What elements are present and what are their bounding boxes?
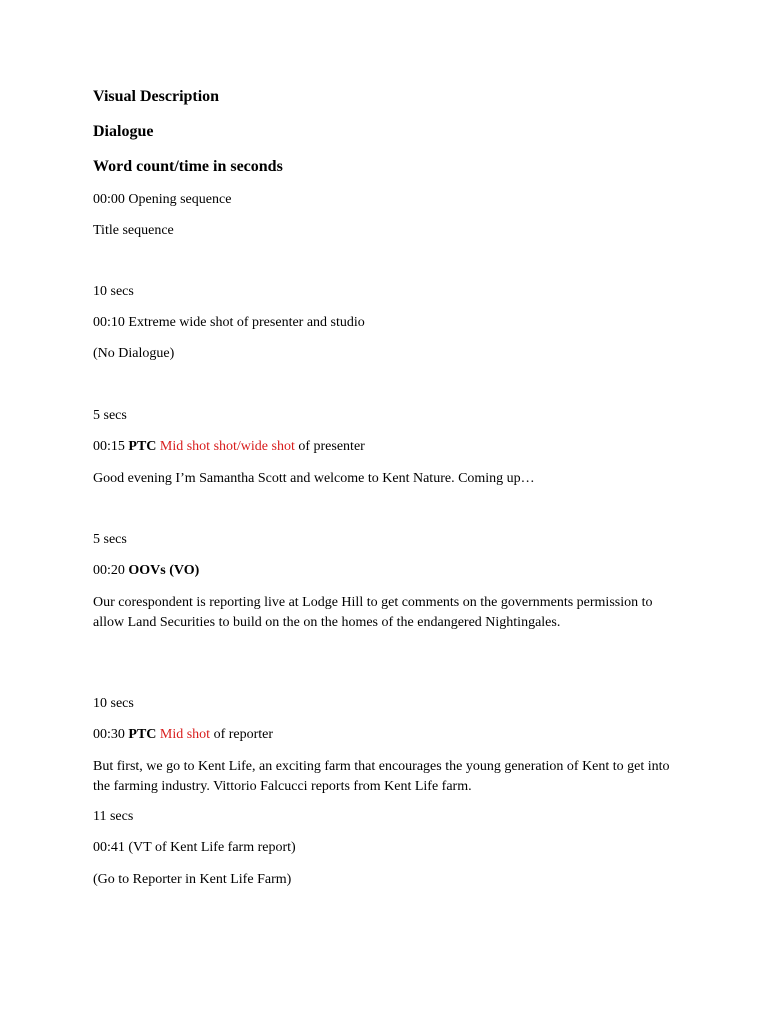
entry-3-ptc: PTC [128, 439, 157, 454]
entry-1-duration: 10 secs [93, 284, 134, 299]
entry-3-timecode: 00:15 [93, 439, 129, 454]
entry-1-time: 00:00 Opening sequence [93, 192, 232, 207]
entry-3-subject: of presenter [294, 439, 365, 454]
entry-6-time: 00:41 (VT of Kent Life farm report) [93, 840, 296, 855]
entry-3-dialogue: Good evening I’m Samantha Scott and welcome to Kent Nature. Coming up… [93, 471, 535, 486]
entry-5-ptc: PTC [128, 727, 157, 742]
entry-2-duration: 5 secs [93, 408, 127, 423]
entry-2-dialogue: (No Dialogue) [93, 346, 175, 361]
heading-dialogue: Dialogue [93, 123, 154, 140]
entry-2-time: 00:10 Extreme wide shot of presenter and studio [93, 315, 365, 330]
entry-5-timecode: 00:30 [93, 727, 129, 742]
entry-3-duration: 5 secs [93, 532, 127, 547]
entry-5-shot-type: Mid shot [159, 727, 211, 742]
entry-5-duration: 11 secs [93, 809, 134, 824]
entry-4-timecode: 00:20 [93, 563, 129, 578]
heading-word-count: Word count/time in seconds [93, 158, 283, 175]
entry-1-dialogue: Title sequence [93, 223, 174, 238]
entry-4-label: OOVs (VO) [128, 563, 200, 578]
entry-5-dialogue: But first, we go to Kent Life, an exciting farm that encourages the young generation of Kent to get into the farming industry. Vittorio Falcucci reports from Kent Life farm. [93, 759, 670, 794]
entry-3-shot-type: Mid shot shot/wide shot [159, 439, 295, 454]
heading-visual-description: Visual Description [93, 88, 220, 105]
entry-4-duration: 10 secs [93, 696, 134, 711]
entry-3-visual [93, 437, 365, 457]
entry-4-visual [93, 561, 199, 581]
entry-6-dialogue: (Go to Reporter in Kent Life Farm) [93, 872, 292, 887]
entry-5-subject: of reporter [210, 727, 274, 742]
entry-4-dialogue: Our corespondent is reporting live at Lodge Hill to get comments on the governments permission to allow Land Securities to build on the on the homes of the endangered Nightingales. [93, 595, 653, 630]
entry-5-visual [93, 725, 273, 745]
